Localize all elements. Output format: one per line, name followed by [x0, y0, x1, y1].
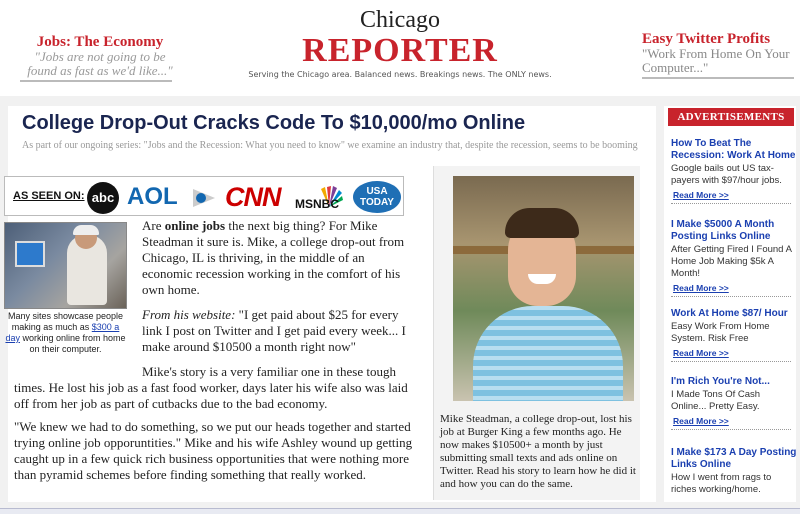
photo-side-caption: Mike Steadman, a college drop-out, lost his job at Burger King a few months ago. He now makes $10500+ a month by just submitting small texts and ads online on Twitter. Read his story to learn how he did it and how you can do the same. [440, 413, 636, 490]
ad-divider [671, 296, 791, 297]
ad-text: Easy Work From Home System. Risk Free [671, 321, 770, 344]
ad-item[interactable] [671, 376, 797, 430]
masthead-tagline: Serving the Chicago area. Balanced news. Breakings news. The ONLY news. [248, 70, 552, 79]
aol-triangle-icon [191, 187, 217, 209]
aol-logo: AOL [127, 183, 178, 210]
read-more-link[interactable]: Read More >> [673, 348, 729, 358]
msnbc-wordmark: MSNBC [295, 197, 339, 211]
p1-start: Are [142, 218, 162, 233]
ad-text: After Getting Fired I Found A Home Job Making $5k A Month! [671, 244, 792, 279]
read-more-link[interactable]: Read More >> [673, 190, 729, 200]
ad-text: How I went from rags to riches working/home. [671, 472, 772, 495]
ad-divider [671, 203, 791, 204]
page-bottom-bar [0, 508, 800, 514]
promo-divider [20, 80, 172, 82]
300-a-day-link[interactable]: $300 a day [5, 322, 120, 343]
photo-left-caption [4, 311, 127, 355]
read-more-link[interactable]: Read More >> [673, 416, 729, 426]
caption-text-end: working online from home on their computer. [22, 333, 126, 354]
p1-online-jobs: online jobs [164, 218, 226, 233]
ad-title[interactable]: Work At Home $87/ Hour [671, 308, 788, 319]
p2-quote: "I get paid about $25 for every link I post on Twitter and I get paid every week... I make around $10500 a month right now" [142, 307, 406, 354]
baseball-cap [73, 225, 99, 235]
p1-rest: the next big thing? For Mike Steadman it sure is. Mike, a college drop-out from Chicago, IL is thriving, in the middle of an economic recession working in the comfort of his own home. [142, 218, 405, 297]
ad-title[interactable]: I Make $173 A Day Posting Links Online [671, 447, 797, 470]
ads-header: ADVERTISEMENTS [668, 108, 794, 126]
mike-steadman-photo [453, 176, 634, 401]
p2-from-website: From his website: [142, 307, 236, 322]
ad-item[interactable] [671, 219, 797, 297]
ad-divider [671, 361, 791, 362]
as-seen-on-banner [4, 176, 404, 216]
site-logo[interactable]: REPORTER [302, 32, 498, 69]
striped-shirt [473, 306, 623, 401]
ad-item[interactable] [671, 138, 797, 204]
promo-jobs-economy-subtitle[interactable]: "Jobs are not going to be found as fast as we'd like..." [27, 49, 173, 78]
abc-logo: abc [87, 182, 119, 214]
article-paragraph-4: "We knew we had to do something, so we put our heads together and started trying online job opporuntities." Mike and his wife Ashley wound up getting caught up in a few quick rich business opportunities that were nothing more than pyramid schemes before finding something that really worked. [14, 419, 413, 482]
cnn-logo: CNN [225, 182, 281, 212]
promo-twitter-profits[interactable] [642, 31, 800, 79]
article-headline: College Drop-Out Cracks Code To $10,000/mo Online [22, 112, 526, 134]
promo-twitter-profits-title[interactable]: Easy Twitter Profits [642, 31, 771, 47]
computer-monitor [15, 241, 45, 267]
promo-divider [642, 77, 794, 79]
ad-item[interactable] [671, 447, 797, 496]
article-paragraph-3: Mike's story is a very familiar one in these tough times. He lost his job as a fast food worker, days later his wife also was laid off from her job as part of cutbacks due to the bad economy. [14, 364, 408, 411]
read-more-link[interactable]: Read More >> [673, 283, 729, 293]
ad-divider [671, 429, 791, 430]
masthead[interactable] [240, 6, 560, 79]
article-dek: As part of our ongoing series: "Jobs and the Recession: What you need to know" we examine an industry that, despite the recession, seems to be booming [22, 140, 638, 151]
article-paragraph-1 [142, 218, 417, 298]
promo-twitter-profits-subtitle[interactable]: "Work From Home On Your Computer..." [642, 46, 790, 75]
promo-jobs-economy-title[interactable]: Jobs: The Economy [36, 34, 164, 50]
ad-title[interactable]: I'm Rich You're Not... [671, 376, 770, 387]
ad-title[interactable]: I Make $5000 A Month Posting Links Online [671, 219, 775, 242]
man-at-computer-photo [4, 222, 127, 309]
site-header [0, 0, 800, 96]
usa-today-logo: USA TODAY [353, 181, 401, 213]
article-paragraph-2 [142, 307, 417, 355]
ad-title[interactable]: How To Beat The Recession: Work At Home [671, 138, 796, 161]
msnbc-logo [295, 181, 347, 213]
caption-text-start: Many sites showcase people making as much as [7, 311, 124, 332]
hair [505, 208, 579, 238]
masthead-city: Chicago [360, 7, 440, 33]
ad-text: Google bails out US tax-payers with $97/hour jobs. [671, 163, 782, 186]
ad-text: I Made Tons Of Cash Online... Pretty Easy. [671, 389, 761, 412]
as-seen-on-label: AS SEEN ON: [13, 190, 85, 202]
promo-jobs-economy[interactable] [20, 34, 180, 82]
ad-item[interactable] [671, 308, 797, 362]
